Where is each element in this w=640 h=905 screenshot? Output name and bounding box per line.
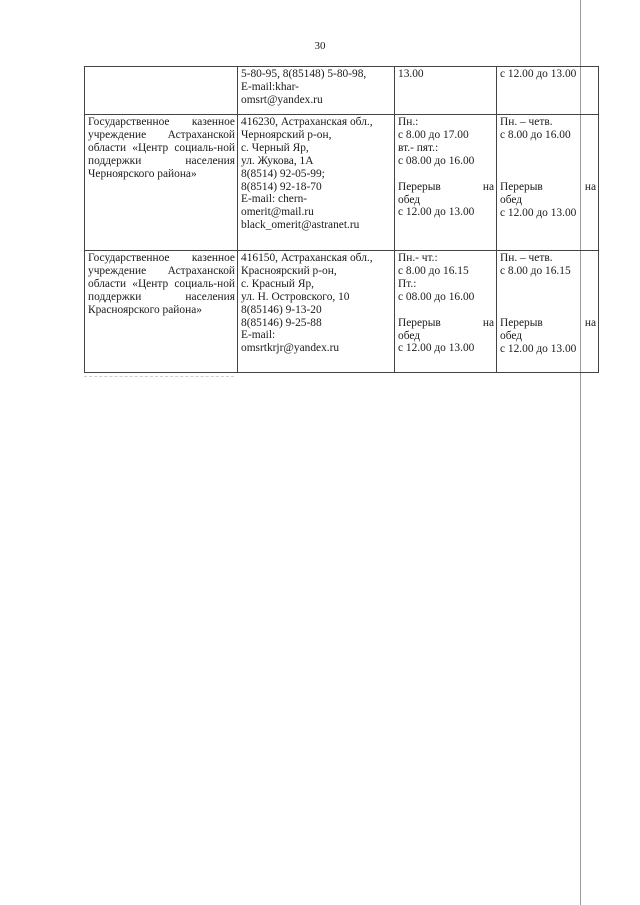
spacer — [500, 168, 596, 181]
schedule-line: с 8.00 до 16.00 — [500, 128, 571, 141]
spacer — [398, 168, 494, 181]
lunch-break-line — [500, 181, 596, 194]
schedule-line: обед — [398, 193, 421, 206]
schedule-line: обед — [398, 329, 421, 342]
address-line: ул. Н. Островского, 10 — [241, 290, 350, 303]
lunch-break-line — [500, 317, 596, 330]
break-label: Перерыв — [398, 180, 441, 193]
schedule-line: с 12.00 до 13.00 — [398, 206, 475, 219]
break-label: Перерыв — [500, 316, 543, 329]
schedule-line: Пн.- чт.: — [398, 252, 438, 264]
address-line: omsrtkrjr@yandex.ru — [241, 342, 340, 355]
contacts-table — [84, 66, 599, 373]
org-name-cell — [85, 251, 238, 373]
schedule-cell — [395, 251, 497, 373]
address-line: ул. Жукова, 1А — [241, 154, 314, 167]
address-cell — [238, 67, 395, 115]
schedule-line: обед — [500, 193, 523, 206]
schedule-cell — [497, 115, 599, 251]
schedule-line: с 08.00 до 16.00 — [398, 290, 475, 303]
address-line: E-mail: chern- — [241, 193, 308, 206]
table-row — [85, 67, 599, 115]
address-line: Красноярский р-он, — [241, 264, 337, 277]
break-label: Перерыв — [398, 316, 441, 329]
schedule-line: с 8.00 до 17.00 — [398, 128, 469, 141]
schedule-cell — [497, 251, 599, 373]
break-label: на — [482, 180, 494, 193]
schedule-line: Пн. – четв. — [500, 116, 553, 128]
address-line: Черноярский р-он, — [241, 128, 332, 141]
address-line: omerit@mail.ru — [241, 206, 314, 219]
break-label: на — [584, 180, 596, 193]
address-line: black_omerit@astranet.ru — [241, 219, 360, 232]
schedule-line: с 8.00 до 16.15 — [500, 264, 571, 277]
spacer — [500, 155, 596, 168]
schedule-line: Пн. – четв. — [500, 252, 553, 264]
address-line: с. Красный Яр, — [241, 277, 314, 290]
lunch-break-line — [398, 317, 494, 330]
break-label: на — [584, 316, 596, 329]
schedule-line: с 12.00 до 13.00 — [500, 206, 577, 219]
schedule-line: обед — [500, 329, 523, 342]
table-row — [85, 251, 599, 373]
address-line: 8(8514) 92-05-99; — [241, 167, 325, 180]
org-name: Государственное казенное учреждение Астраханской области «Центр социаль-ной поддержки населения Красноярского района» — [88, 252, 235, 316]
address-line: omsrt@yandex.ru — [241, 93, 323, 106]
schedule-cell — [395, 115, 497, 251]
address-line: с. Черный Яр, — [241, 141, 309, 154]
address-line: 8(8514) 92-18-70 — [241, 180, 322, 193]
address-cell — [238, 115, 395, 251]
scan-artifact-dash — [84, 376, 234, 377]
org-name-cell — [85, 115, 238, 251]
page-number: 30 — [314, 40, 326, 52]
address-line: 5-80-95, 8(85148) 5-80-98, — [241, 68, 367, 80]
schedule-line: с 12.00 до 13.00 — [500, 342, 577, 355]
spacer — [500, 291, 596, 304]
address-line: 416150, Астраханская обл., — [241, 252, 373, 264]
spacer — [398, 304, 494, 317]
address-cell — [238, 251, 395, 373]
table-row — [85, 115, 599, 251]
schedule-line: вт.- пят.: — [398, 141, 439, 154]
schedule-cell — [497, 67, 599, 115]
lunch-break-line — [398, 181, 494, 194]
schedule-line: 13.00 — [398, 68, 424, 80]
schedule-cell — [395, 67, 497, 115]
schedule-line: с 12.00 до 13.00 — [500, 68, 577, 80]
org-name: Государственное казенное учреждение Астраханской области «Центр социаль-ной поддержки населения Черноярского района» — [88, 116, 235, 180]
address-line: 8(85146) 9-13-20 — [241, 303, 322, 316]
org-name-cell — [85, 67, 238, 115]
schedule-line: Пн.: — [398, 116, 419, 128]
spacer — [500, 278, 596, 291]
address-line: 8(85146) 9-25-88 — [241, 316, 322, 329]
schedule-line: с 8.00 до 16.15 — [398, 264, 469, 277]
schedule-line: с 08.00 до 16.00 — [398, 154, 475, 167]
address-line: E-mail:khar- — [241, 80, 299, 93]
spacer — [500, 304, 596, 317]
break-label: на — [482, 316, 494, 329]
schedule-line: с 12.00 до 13.00 — [398, 342, 475, 355]
break-label: Перерыв — [500, 180, 543, 193]
spacer — [500, 142, 596, 155]
schedule-line: Пт.: — [398, 277, 417, 290]
address-line: 416230, Астраханская обл., — [241, 116, 373, 128]
address-line: E-mail: — [241, 329, 276, 342]
